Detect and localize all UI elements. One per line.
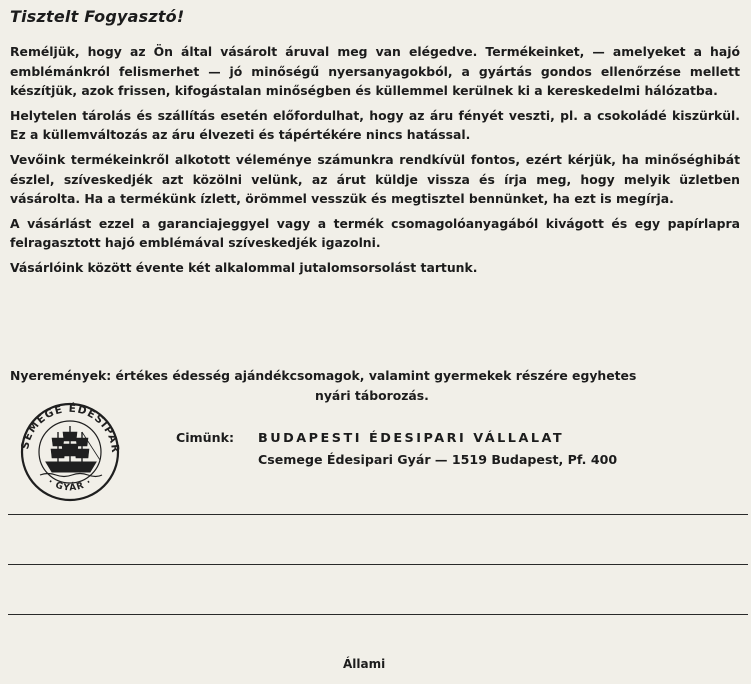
paragraph-satisfaction: Reméljük, hogy az Ön által vásárolt áruval meg van elégedve. Termékeinket, — amelyeket a hajó emblémánkról felismerhet — jó minőségű nyersanyagokból, a gyártás gondos ellenőrzése mellett készítjük, azok frissen, kifogástalan minőségben és küllemmel kerülnek ki a kereskedelmi hálózatba. bbox=[10, 44, 740, 99]
company-name: BUDAPESTI ÉDESIPARI VÁLLALAT bbox=[258, 431, 565, 446]
paragraph-lottery: Vásárlóink között évente két alkalommal jutalomsorsolást tartunk. bbox=[10, 259, 478, 275]
prizes-text-continued: nyári táborozás. bbox=[315, 387, 429, 403]
signature-line-1 bbox=[8, 514, 748, 515]
page-title: Tisztelt Fogyasztó! bbox=[10, 7, 185, 26]
footer-text: Állami bbox=[343, 657, 386, 671]
paragraph-feedback: Vevőink termékeinkről alkotott véleménye számunkra rendkívül fontos, ezért kérjük, ha minőséghibát észlel, szíveskedjék azt közölni velünk, az árut küldje vissza és írja meg, hogy melyik üzletben vásárolta. Ha a termékünk ízlett, örömmel vesszük és megtisztel bennünket, ha ezt is megírja. bbox=[10, 151, 740, 207]
ship-emblem-icon bbox=[8, 396, 128, 504]
paragraph-proof-of-purchase: A vásárlást ezzel a garanciajeggyel vagy a termék csomagolóanyagából kivágott és egy papírlapra felragasztott hajó emblémával szíveskedjék igazolni. bbox=[10, 215, 740, 251]
paragraph-storage: Helytelen tárolás és szállítás esetén előfordulhat, hogy az áru fényét veszti, pl. a csokoládé kiszürkül. Ez a küllemváltozás az áru élvezeti és tápértékére nincs hatással. bbox=[10, 107, 740, 143]
ship-emblem-seal bbox=[8, 396, 128, 504]
signature-line-3 bbox=[8, 614, 748, 615]
address-line: Csemege Édesipari Gyár — 1519 Budapest, Pf. 400 bbox=[258, 452, 618, 467]
company-address bbox=[176, 427, 617, 470]
svg-text:· GYÁR ·: · GYÁR · bbox=[45, 477, 95, 494]
signature-line-2 bbox=[8, 564, 748, 565]
address-label: Cimünk: bbox=[176, 430, 235, 445]
body-text bbox=[10, 42, 740, 283]
prizes-text: értékes édesség ajándékcsomagok, valamint gyermekek részére egyhetes bbox=[115, 368, 637, 383]
svg-text:CSEMEGE ÉDESIPARI: SEMEGE ÉDESIPAR bbox=[19, 402, 122, 455]
prizes-label: Nyeremények: bbox=[10, 368, 112, 383]
